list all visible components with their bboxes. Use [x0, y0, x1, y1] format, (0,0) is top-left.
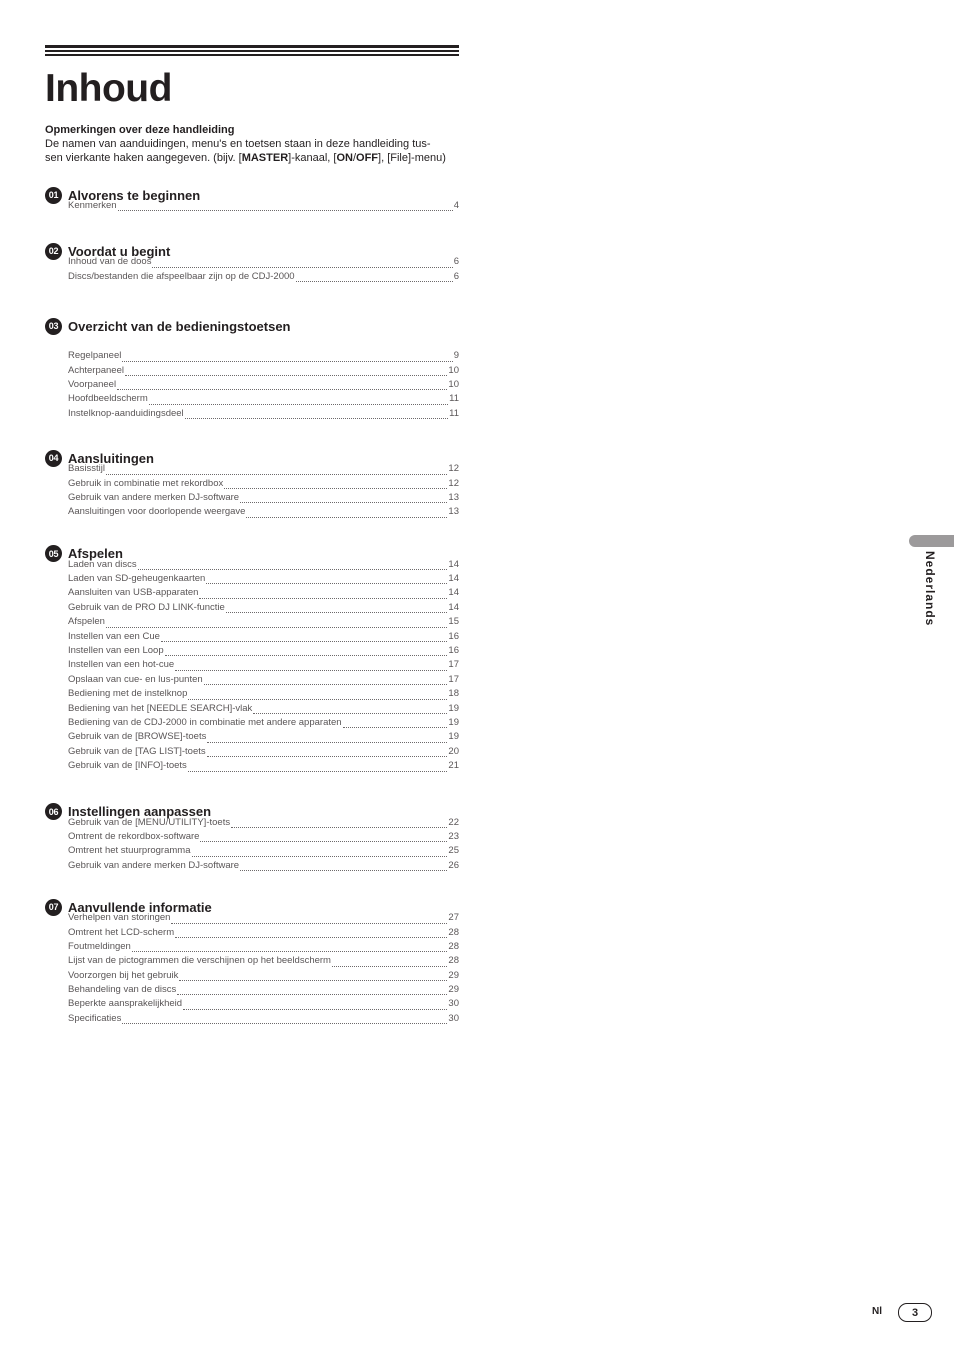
toc-entry-page: 16 [448, 630, 459, 642]
toc-entry-page: 20 [448, 745, 459, 757]
toc-entry-list [68, 817, 459, 875]
toc-entry-list [68, 350, 459, 422]
toc-entry-label: Gebruik in combinatie met rekordbox [68, 477, 224, 489]
toc-entry-label: Voorpaneel [68, 378, 117, 390]
dot-leader [152, 266, 452, 268]
toc-entry[interactable] [68, 970, 459, 984]
toc-entry-page: 15 [448, 616, 459, 628]
toc-entry-page: 18 [448, 688, 459, 700]
language-tab [909, 535, 954, 645]
footer-page-number: 3 [898, 1303, 932, 1322]
toc-entry-page: 17 [448, 659, 459, 671]
toc-entry-label: Laden van SD-geheugenkaarten [68, 573, 206, 585]
dot-leader [149, 403, 448, 405]
dot-leader [171, 922, 447, 924]
manual-notes [45, 123, 465, 165]
toc-entry-label: Specificaties [68, 1012, 122, 1024]
dot-leader [117, 388, 447, 390]
toc-entry[interactable] [68, 365, 459, 379]
toc-entry-label: Lijst van de pictogrammen die verschijnen op het beeldscherm [68, 955, 331, 967]
toc-entry-page: 27 [448, 912, 459, 924]
toc-entry-page: 4 [453, 200, 459, 211]
toc-entry[interactable] [68, 492, 459, 506]
dot-leader [192, 855, 448, 857]
toc-entry-page: 30 [448, 1012, 459, 1024]
toc-entry[interactable] [68, 831, 459, 845]
dot-leader [122, 360, 452, 362]
toc-section-heading[interactable] [45, 315, 459, 337]
toc-entry-label: Gebruik van de [INFO]-toets [68, 760, 187, 772]
toc-entry-label: Voorzorgen bij het gebruik [68, 969, 179, 981]
chapter-number-badge: 02 [45, 243, 62, 260]
dot-leader [118, 209, 453, 211]
toc-entry[interactable] [68, 478, 459, 492]
notes-slash: / [352, 152, 357, 164]
toc-entry-page: 22 [448, 816, 459, 828]
toc-section-03 [45, 315, 459, 422]
dot-leader [231, 826, 447, 828]
toc-entry-label: Instellen van een hot-cue [68, 659, 175, 671]
chapter-number-badge: 04 [45, 450, 62, 467]
dot-leader [240, 869, 447, 871]
toc-entry-page: 12 [448, 463, 459, 475]
toc-entry-label: Gebruik van de [MENU/UTILITY]-toets [68, 816, 231, 828]
toc-entry-page: 21 [448, 760, 459, 772]
toc-entry-list [68, 912, 459, 1027]
toc-entry-label: Basisstijl [68, 463, 105, 475]
dot-leader [240, 501, 447, 503]
toc-entry-page: 28 [448, 926, 459, 938]
toc-entry[interactable] [68, 927, 459, 941]
toc-entry[interactable] [68, 506, 459, 520]
notes-body [45, 137, 465, 165]
toc-entry-page: 26 [448, 859, 459, 871]
table-of-contents [45, 184, 459, 1027]
toc-entry[interactable] [68, 631, 459, 645]
toc-entry-page: 13 [448, 506, 459, 518]
toc-entry[interactable] [68, 573, 459, 587]
dot-leader [200, 840, 447, 842]
chapter-number-badge: 06 [45, 803, 62, 820]
toc-entry-page: 12 [448, 477, 459, 489]
toc-entry-label: Omtrent het stuurprogramma [68, 845, 191, 857]
toc-entry[interactable] [68, 379, 459, 393]
toc-entry[interactable] [68, 984, 459, 998]
notes-line-1: De namen van aanduidingen, menu's en toetsen staan in deze handleiding tus- [45, 138, 431, 150]
toc-entry[interactable] [68, 760, 459, 774]
notes-master: MASTER [241, 152, 289, 164]
dot-leader [175, 936, 447, 938]
toc-entry-page: 10 [448, 364, 459, 376]
toc-entry-label: Gebruik van de [TAG LIST]-toets [68, 745, 206, 757]
chapter-number-badge: 05 [45, 545, 62, 562]
dot-leader [207, 755, 448, 757]
toc-section-title: Alvorens te beginnen [68, 187, 201, 203]
toc-entry-label: Afspelen [68, 616, 105, 628]
toc-entry-page: 30 [448, 998, 459, 1010]
notes-line-2-mid: ]-kanaal, [ [288, 152, 337, 164]
chapter-number-badge: 03 [45, 318, 62, 335]
toc-entry-list [68, 256, 459, 285]
dot-leader [332, 965, 447, 967]
dot-leader [179, 979, 447, 981]
toc-entry-label: Instellen van een Loop [68, 645, 164, 657]
toc-entry-page: 6 [453, 256, 459, 268]
toc-section-title: Afspelen [68, 546, 123, 562]
notes-on: ON [336, 152, 353, 164]
toc-entry-label: Bediening met de instelknop [68, 688, 188, 700]
toc-section-06 [45, 801, 459, 875]
dot-leader [165, 654, 448, 656]
toc-entry-label: Verhelpen van storingen [68, 912, 171, 924]
toc-entry-list [68, 463, 459, 521]
header-rule [45, 45, 459, 57]
toc-section-04 [45, 447, 459, 521]
dot-leader [175, 669, 447, 671]
toc-entry-label: Achterpaneel [68, 364, 124, 376]
toc-entry-page: 25 [448, 845, 459, 857]
toc-section-02 [45, 240, 459, 285]
dot-leader [343, 726, 448, 728]
toc-entry[interactable] [68, 393, 459, 407]
toc-entry[interactable] [68, 731, 459, 745]
toc-entry[interactable] [68, 350, 459, 364]
dot-leader [204, 683, 448, 685]
toc-entry[interactable] [68, 674, 459, 688]
toc-entry[interactable] [68, 602, 459, 616]
toc-entry-page: 6 [453, 270, 459, 282]
dot-leader [138, 568, 448, 570]
dot-leader [296, 280, 453, 282]
toc-entry-label: Omtrent de rekordbox-software [68, 830, 200, 842]
toc-entry-label: Opslaan van cue- en lus-punten [68, 673, 203, 685]
toc-entry-page: 19 [448, 702, 459, 714]
dot-leader [183, 1008, 447, 1010]
dot-leader [199, 597, 447, 599]
page-title: Inhoud [45, 67, 172, 110]
toc-entry-page: 14 [448, 573, 459, 585]
toc-entry[interactable] [68, 845, 459, 859]
footer-language: Nl [872, 1306, 882, 1317]
toc-entry[interactable] [68, 616, 459, 630]
toc-entry[interactable] [68, 1013, 459, 1027]
toc-entry[interactable] [68, 817, 459, 831]
toc-section-title: Aanvullende informatie [68, 899, 212, 915]
dot-leader [224, 487, 447, 489]
toc-entry-page: 19 [448, 716, 459, 728]
toc-entry-page: 14 [448, 558, 459, 570]
toc-entry-label: Gebruik van de [BROWSE]-toets [68, 731, 207, 743]
toc-entry[interactable] [68, 688, 459, 702]
toc-entry[interactable] [68, 408, 459, 422]
toc-entry-label: Beperkte aansprakelijkheid [68, 998, 183, 1010]
toc-entry-label: Instelknop-aanduidingsdeel [68, 407, 184, 419]
toc-entry-label: Kenmerken [68, 200, 117, 211]
toc-entry-label: Aansluitingen voor doorlopende weergave [68, 506, 246, 518]
toc-entry-label: Hoofdbeeldscherm [68, 393, 148, 405]
language-tab-bar [909, 535, 954, 547]
dot-leader [177, 993, 447, 995]
toc-entry-label: Regelpaneel [68, 350, 122, 362]
toc-entry-page: 10 [448, 378, 459, 390]
toc-section-05 [45, 543, 459, 775]
toc-entry-page: 16 [448, 645, 459, 657]
toc-entry[interactable] [68, 587, 459, 601]
toc-entry-label: Bediening van het [NEEDLE SEARCH]-vlak [68, 702, 253, 714]
toc-entry-label: Inhoud van de doos [68, 256, 152, 268]
toc-section-07 [45, 896, 459, 1027]
toc-entry[interactable] [68, 746, 459, 760]
toc-entry[interactable] [68, 912, 459, 926]
toc-entry-page: 14 [448, 587, 459, 599]
toc-entry[interactable] [68, 645, 459, 659]
toc-entry-label: Foutmeldingen [68, 940, 131, 952]
dot-leader [125, 374, 447, 376]
notes-heading: Opmerkingen over deze handleiding [45, 124, 235, 136]
toc-entry-page: 29 [448, 984, 459, 996]
toc-entry[interactable] [68, 860, 459, 874]
notes-line-2-pre: sen vierkante haken aangegeven. (bijv. [ [45, 152, 242, 164]
toc-entry-page: 23 [448, 830, 459, 842]
toc-entry-page: 29 [448, 969, 459, 981]
toc-entry-label: Behandeling van de discs [68, 984, 177, 996]
toc-section-title: Voordat u begint [68, 243, 171, 259]
toc-section-title: Instellingen aanpassen [68, 804, 212, 820]
toc-section-title: Aansluitingen [68, 450, 154, 466]
dot-leader [253, 712, 447, 714]
toc-entry-label: Laden van discs [68, 558, 137, 570]
toc-entry-page: 11 [449, 407, 459, 419]
toc-entry-label: Gebruik van de PRO DJ LINK-functie [68, 601, 225, 613]
notes-line-2-post: ], [File]-menu) [378, 152, 446, 164]
dot-leader [188, 698, 447, 700]
toc-entry[interactable] [68, 271, 459, 285]
dot-leader [188, 770, 448, 772]
dot-leader [106, 473, 447, 475]
toc-entry[interactable] [68, 998, 459, 1012]
toc-entry[interactable] [68, 941, 459, 955]
toc-entry-label: Discs/bestanden die afspeelbaar zijn op de CDJ-2000 [68, 270, 295, 282]
toc-entry[interactable] [68, 717, 459, 731]
dot-leader [161, 640, 448, 642]
toc-entry-label: Aansluiten van USB-apparaten [68, 587, 199, 599]
chapter-number-badge: 07 [45, 899, 62, 916]
toc-entry-page: 28 [448, 940, 459, 952]
toc-entry-list [68, 559, 459, 775]
dot-leader [226, 611, 448, 613]
chapter-number-badge: 01 [45, 187, 62, 204]
toc-entry-page: 19 [448, 731, 459, 743]
toc-entry-page: 11 [449, 393, 459, 405]
toc-entry[interactable] [68, 559, 459, 573]
toc-entry[interactable] [68, 256, 459, 270]
toc-entry-page: 17 [448, 673, 459, 685]
toc-entry-page: 28 [448, 955, 459, 967]
notes-off: OFF [356, 152, 379, 164]
toc-entry-label: Gebruik van andere merken DJ-software [68, 859, 240, 871]
toc-entry-label: Instellen van een Cue [68, 630, 160, 642]
dot-leader [206, 582, 447, 584]
toc-entry-page: 13 [448, 491, 459, 503]
toc-entry-page: 9 [453, 350, 459, 362]
dot-leader [246, 516, 447, 518]
toc-section-title: Overzicht van de bedieningstoetsen [68, 318, 291, 334]
toc-entry-label: Gebruik van andere merken DJ-software [68, 491, 240, 503]
dot-leader [132, 950, 448, 952]
toc-entry[interactable] [68, 703, 459, 717]
toc-entry[interactable] [68, 955, 459, 969]
toc-entry-label: Bediening van de CDJ-2000 in combinatie met andere apparaten [68, 716, 342, 728]
toc-entry[interactable] [68, 659, 459, 673]
toc-entry-page: 14 [448, 601, 459, 613]
dot-leader [122, 1022, 447, 1024]
toc-entry-label: Omtrent het LCD-scherm [68, 926, 175, 938]
dot-leader [106, 626, 447, 628]
toc-section-01 [45, 184, 459, 214]
dot-leader [207, 741, 447, 743]
dot-leader [185, 417, 448, 419]
language-tab-label: Nederlands [923, 551, 937, 627]
